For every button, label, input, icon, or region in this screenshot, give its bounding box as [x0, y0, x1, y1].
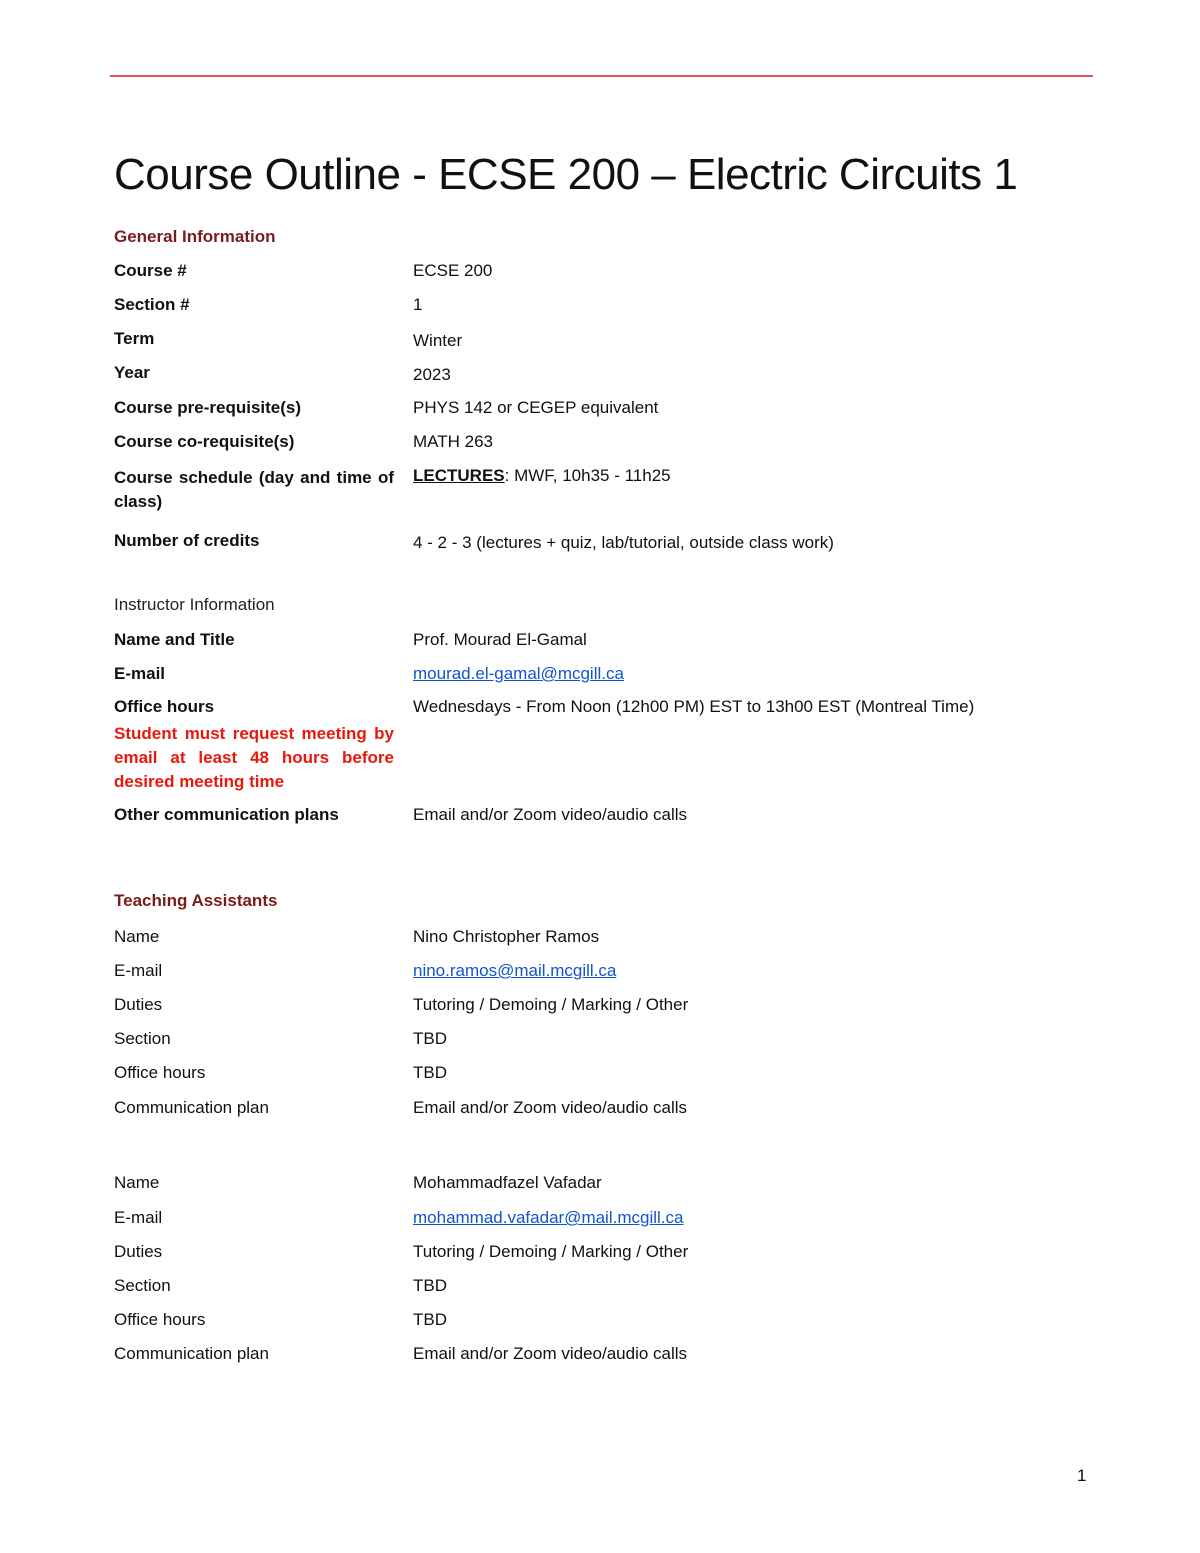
office-hours-note-row	[114, 720, 1094, 794]
page-number: 1	[1077, 1466, 1087, 1485]
ta-duties: Tutoring / Demoing / Marking / Other	[413, 995, 689, 1014]
row-label: Course #	[114, 261, 187, 280]
ta-communication: Email and/or Zoom video/audio calls	[413, 1344, 688, 1363]
row-label: Course schedule (day and time of class)	[114, 468, 394, 511]
row-label: Section #	[114, 295, 190, 314]
header-rule	[110, 75, 1093, 77]
row-value	[413, 466, 671, 486]
row-label: Office hours	[114, 1063, 206, 1082]
row-label: Communication plan	[114, 1098, 269, 1117]
schedule-value: : MWF, 10h35 - 11h25	[504, 466, 671, 485]
ta-office-hours: TBD	[413, 1063, 447, 1082]
ta-office-hours: TBD	[413, 1310, 447, 1329]
ta-communication: Email and/or Zoom video/audio calls	[413, 1098, 688, 1117]
row-label: Section	[114, 1276, 171, 1295]
general-info-heading: General Information	[114, 227, 276, 246]
row-value: 2023	[413, 365, 451, 384]
row-label: Section	[114, 1029, 171, 1048]
lectures-label: LECTURES	[413, 466, 505, 485]
ta-section: TBD	[413, 1276, 447, 1295]
row-value: 1	[413, 295, 423, 314]
row-value: 4 - 2 - 3 (lectures + quiz, lab/tutorial, outside class work)	[413, 533, 834, 552]
teaching-assistants-heading: Teaching Assistants	[114, 891, 278, 910]
row-label: E-mail	[114, 1208, 163, 1227]
row-label: Name and Title	[114, 630, 235, 649]
row-label: Office hours	[114, 1310, 206, 1329]
ta-name: Mohammadfazel Vafadar	[413, 1173, 602, 1192]
row-label: Duties	[114, 995, 163, 1014]
ta-email-link[interactable]: mohammad.vafadar@mail.mcgill.ca	[413, 1208, 684, 1227]
ta-name: Nino Christopher Ramos	[413, 927, 600, 946]
office-hours-note: Student must request meeting by email at least 48 hours before desired meeting time	[114, 724, 394, 791]
ta-section: TBD	[413, 1029, 447, 1048]
row-label: Number of credits	[114, 531, 260, 550]
ta-duties: Tutoring / Demoing / Marking / Other	[413, 1242, 689, 1261]
page-title: Course Outline - ECSE 200 – Electric Circuits 1	[114, 150, 1018, 199]
row-label: E-mail	[114, 664, 166, 683]
row-label: Duties	[114, 1242, 163, 1261]
instructor-name: Prof. Mourad El-Gamal	[413, 630, 587, 649]
instructor-office-hours: Wednesdays - From Noon (12h00 PM) EST to 13h00 EST (Montreal Time)	[413, 697, 975, 716]
row-value: PHYS 142 or CEGEP equivalent	[413, 398, 659, 417]
row-label: E-mail	[114, 961, 163, 980]
instructor-email-link[interactable]: mourad.el-gamal@mcgill.ca	[413, 664, 624, 683]
row-value: Winter	[413, 331, 463, 350]
instructor-communication: Email and/or Zoom video/audio calls	[413, 805, 688, 824]
row-label: Office hours	[114, 697, 215, 716]
instructor-info-heading: Instructor Information	[114, 595, 275, 614]
ta-email-link[interactable]: nino.ramos@mail.mcgill.ca	[413, 961, 617, 980]
row-label: Year	[114, 363, 150, 382]
row-label: Course pre-requisite(s)	[114, 398, 302, 417]
row-value: MATH 263	[413, 432, 493, 451]
row-value: ECSE 200	[413, 261, 493, 280]
row-label: Course co-requisite(s)	[114, 432, 295, 451]
row-label: Term	[114, 329, 155, 348]
row-label: Name	[114, 1173, 160, 1192]
row-label: Other communication plans	[114, 805, 339, 824]
row-label: Communication plan	[114, 1344, 269, 1363]
row-label: Name	[114, 927, 160, 946]
